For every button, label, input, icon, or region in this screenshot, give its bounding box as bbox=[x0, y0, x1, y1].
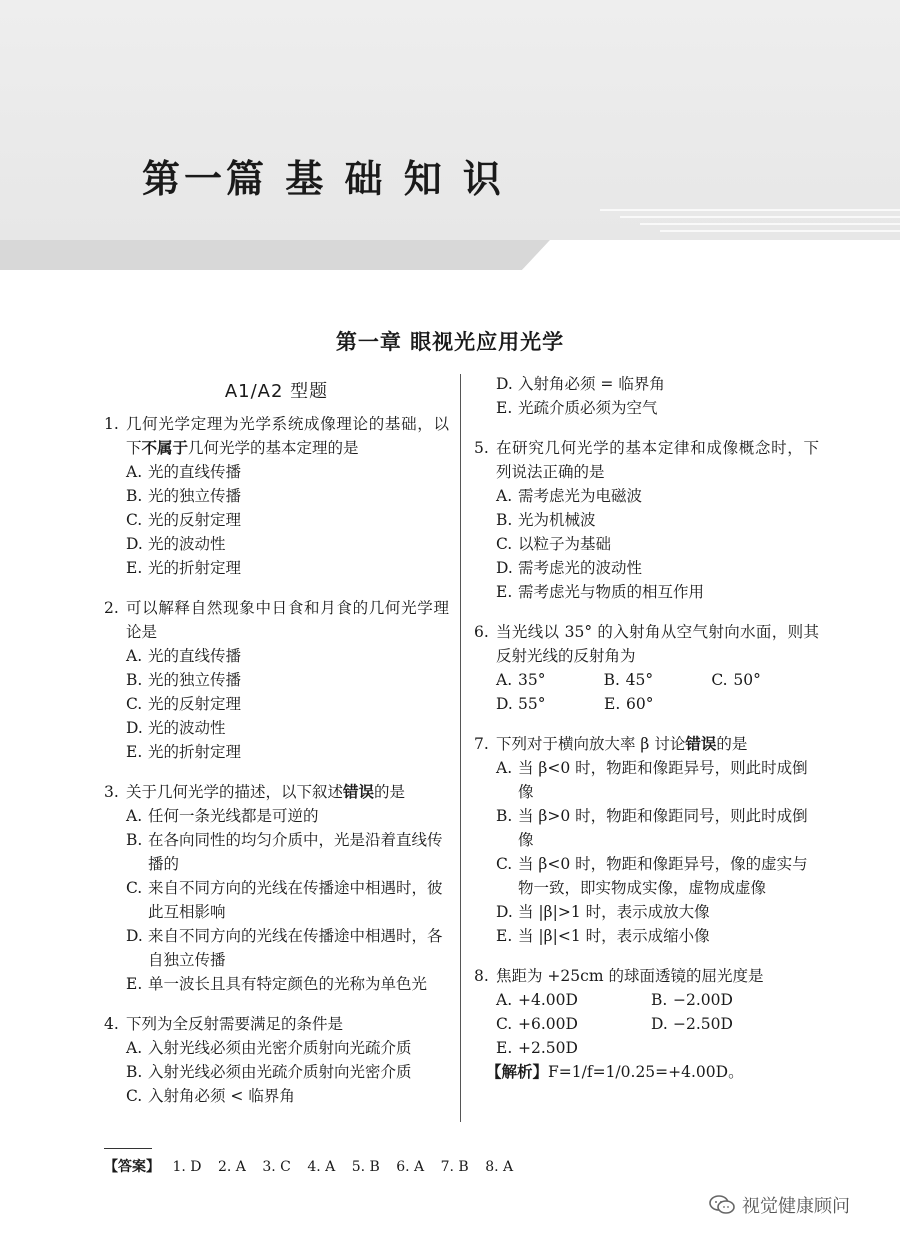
question-8 bbox=[474, 964, 819, 1084]
option: C. 以粒子为基础 bbox=[496, 535, 612, 553]
option: D. 当 |β|>1 时，表示成放大像 bbox=[496, 903, 710, 921]
option: C. +6.00D bbox=[496, 1015, 578, 1033]
option: E. 光疏介质必须为空气 bbox=[496, 399, 658, 417]
part-title: 第一篇 基 础 知 识 bbox=[142, 157, 505, 201]
option: A. 入射光线必须由光密介质射向光疏介质 bbox=[126, 1039, 412, 1057]
question-number: 3. bbox=[104, 783, 119, 801]
question-1 bbox=[104, 412, 449, 580]
option: D. 需考虑光的波动性 bbox=[496, 559, 643, 577]
right-column bbox=[474, 372, 819, 1100]
answer-item: 2. A bbox=[217, 1159, 246, 1175]
question-4-continued bbox=[474, 372, 819, 420]
answer-item: 6. A bbox=[396, 1159, 425, 1175]
option: E. 60° bbox=[604, 695, 654, 713]
question-stem: 下列为全反射需要满足的条件是 bbox=[126, 1015, 344, 1033]
analysis bbox=[474, 1060, 819, 1084]
answer-item: 8. A bbox=[485, 1159, 514, 1175]
question-4 bbox=[104, 1012, 449, 1108]
option: E. +2.50D bbox=[496, 1039, 578, 1057]
option: E. 需考虑光与物质的相互作用 bbox=[496, 583, 705, 601]
option: C. 50° bbox=[711, 671, 761, 689]
wechat-icon bbox=[708, 1194, 736, 1216]
option: C. 当 β<0 时，物距和像距异号，像的虚实与物一致，即实物成实像，虚物成虚像 bbox=[496, 855, 808, 897]
answer-item: 5. B bbox=[351, 1159, 380, 1175]
option: B. −2.00D bbox=[651, 991, 733, 1009]
watermark-text: 视觉健康顾问 bbox=[742, 1196, 850, 1217]
option: B. 当 β>0 时，物距和像距同号，则此时成倒像 bbox=[496, 807, 808, 849]
options-row bbox=[474, 668, 819, 692]
option: E. 光的折射定理 bbox=[126, 743, 242, 761]
option: A. 任何一条光线都是可逆的 bbox=[126, 807, 319, 825]
question-5 bbox=[474, 436, 819, 604]
answer-key-label: 【答案】 bbox=[104, 1159, 160, 1175]
question-number: 7. bbox=[474, 735, 489, 753]
header-decoration bbox=[0, 240, 900, 270]
option: C. 光的反射定理 bbox=[126, 511, 242, 529]
option: E. 当 |β|<1 时，表示成缩小像 bbox=[496, 927, 710, 945]
answer-item: 4. A bbox=[307, 1159, 336, 1175]
option: E. 单一波长且具有特定颜色的光称为单色光 bbox=[126, 975, 428, 993]
question-stem: 在研究几何光学的基本定律和成像概念时，下列说法正确的是 bbox=[496, 439, 819, 481]
question-stem: 下列对于横向放大率 β 讨论错误的是 bbox=[496, 734, 748, 753]
option: C. 入射角必须 < 临界角 bbox=[126, 1087, 295, 1105]
section-title: A1/A2 型题 bbox=[224, 381, 329, 402]
question-3 bbox=[104, 780, 449, 996]
question-stem: 可以解释自然现象中日食和月食的几何光学理论是 bbox=[126, 599, 449, 641]
option: B. 光的独立传播 bbox=[126, 671, 242, 689]
options-row bbox=[474, 1036, 819, 1060]
analysis-label: 【解析】 bbox=[486, 1063, 549, 1081]
option: A. 35° bbox=[496, 671, 546, 689]
options-row bbox=[474, 692, 819, 716]
question-7 bbox=[474, 732, 819, 948]
question-number: 5. bbox=[474, 439, 489, 457]
question-number: 2. bbox=[104, 599, 119, 617]
option: D. −2.50D bbox=[651, 1015, 733, 1033]
question-number: 8. bbox=[474, 967, 489, 985]
option: E. 光的折射定理 bbox=[126, 559, 242, 577]
option: D. 光的波动性 bbox=[126, 535, 226, 553]
option: B. 入射光线必须由光疏介质射向光密介质 bbox=[126, 1063, 412, 1081]
option: C. 来自不同方向的光线在传播途中相遇时，彼此互相影响 bbox=[126, 879, 443, 921]
left-column bbox=[104, 372, 449, 1124]
option: A. 需考虑光为电磁波 bbox=[496, 487, 643, 505]
question-stem: 焦距为 +25cm 的球面透镜的屈光度是 bbox=[496, 967, 764, 985]
header-stripes bbox=[600, 206, 900, 240]
option: A. 当 β<0 时，物距和像距异号，则此时成倒像 bbox=[496, 759, 808, 801]
answer-item: 3. C bbox=[262, 1159, 291, 1175]
option: D. 55° bbox=[496, 695, 546, 713]
option: D. 入射角必须 = 临界角 bbox=[496, 375, 665, 393]
option: A. +4.00D bbox=[496, 991, 578, 1009]
answer-item: 1. D bbox=[172, 1159, 202, 1175]
option: B. 光为机械波 bbox=[496, 511, 596, 529]
column-divider bbox=[460, 374, 461, 1122]
option: D. 光的波动性 bbox=[126, 719, 226, 737]
question-stem: 几何光学定理为光学系统成像理论的基础，以下不属于几何光学的基本定理的是 bbox=[126, 415, 449, 457]
option: A. 光的直线传播 bbox=[126, 463, 242, 481]
options-row bbox=[474, 1012, 819, 1036]
options-row bbox=[474, 988, 819, 1012]
question-number: 1. bbox=[104, 415, 119, 433]
analysis-text: F=1/f=1/0.25=+4.00D。 bbox=[548, 1063, 744, 1081]
chapter-title: 第一章 眼视光应用光学 bbox=[335, 329, 565, 354]
option: A. 光的直线传播 bbox=[126, 647, 242, 665]
question-6 bbox=[474, 620, 819, 716]
option: D. 来自不同方向的光线在传播途中相遇时，各自独立传播 bbox=[126, 927, 443, 969]
question-number: 6. bbox=[474, 623, 489, 641]
option: B. 45° bbox=[603, 671, 654, 689]
question-2 bbox=[104, 596, 449, 764]
answer-item: 7. B bbox=[440, 1159, 469, 1175]
watermark bbox=[708, 1192, 850, 1218]
footer-rule bbox=[104, 1148, 152, 1149]
question-stem: 当光线以 35° 的入射角从空气射向水面，则其反射光线的反射角为 bbox=[496, 623, 819, 665]
option: B. 在各向同性的均匀介质中，光是沿着直线传播的 bbox=[126, 831, 443, 873]
question-number: 4. bbox=[104, 1015, 119, 1033]
option: C. 光的反射定理 bbox=[126, 695, 242, 713]
question-stem: 关于几何光学的描述，以下叙述错误的是 bbox=[126, 782, 406, 801]
option: B. 光的独立传播 bbox=[126, 487, 242, 505]
answer-key bbox=[104, 1156, 525, 1178]
